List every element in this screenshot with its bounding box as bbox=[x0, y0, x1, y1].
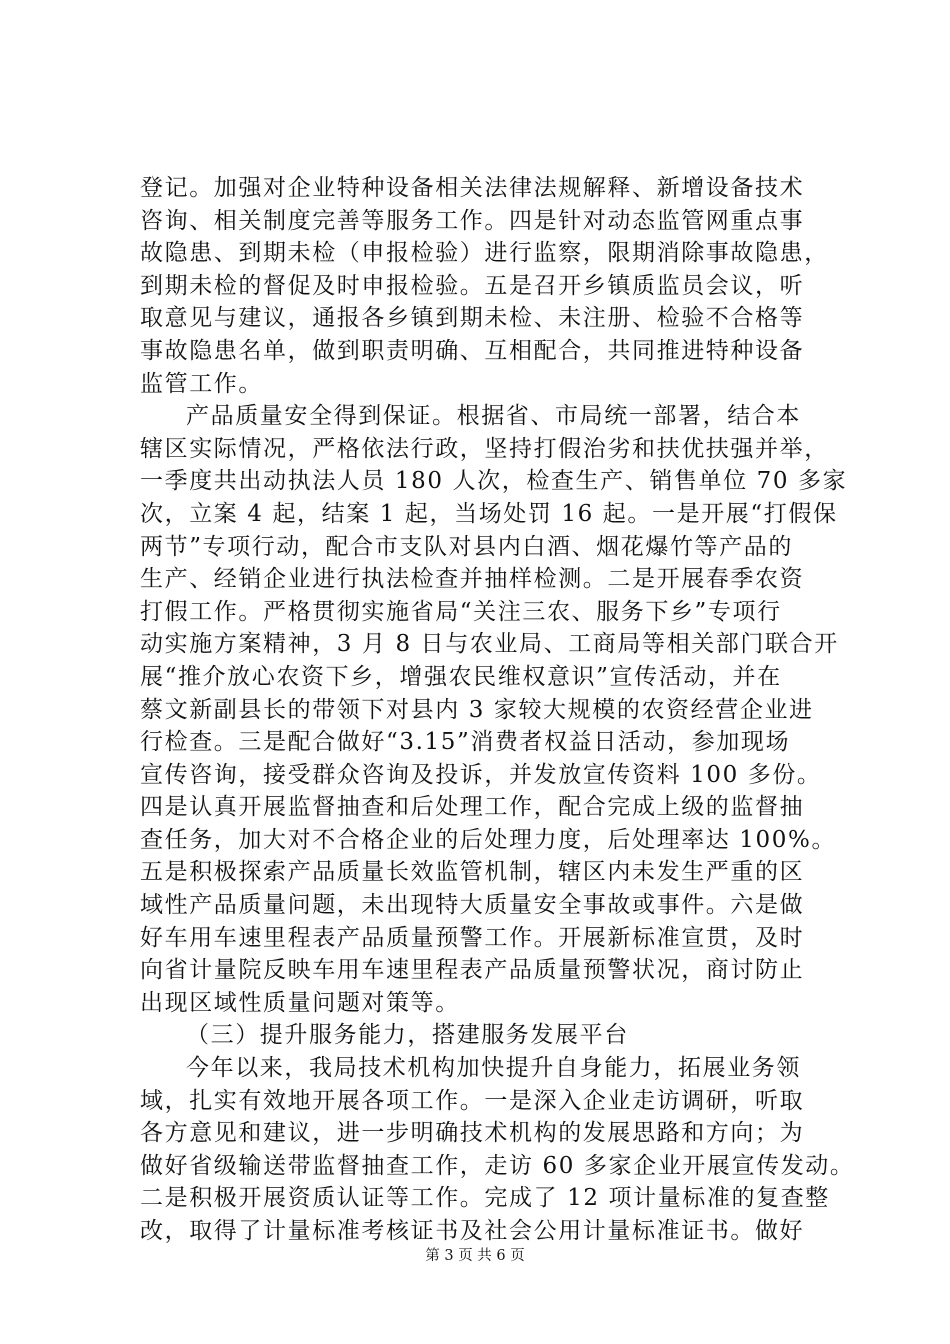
text-line: 两节”专项行动，配合市支队对县内白酒、烟花爆竹等产品的 bbox=[140, 533, 793, 560]
text-line: 宣传咨询，接受群众咨询及投诉，并发放宣传资料 100 多份。 bbox=[140, 761, 822, 788]
paragraph bbox=[140, 172, 828, 400]
text-line: 二是积极开展资质认证等工作。完成了 12 项计量标准的复查整 bbox=[140, 1185, 830, 1212]
text-line: 今年以来，我局技术机构加快提升自身能力，拓展业务领 bbox=[186, 1055, 801, 1082]
text-line: 改，取得了计量标准考核证书及社会公用计量标准证书。做好 bbox=[140, 1218, 805, 1244]
text-line: 监管工作。 bbox=[140, 370, 263, 397]
paragraph bbox=[140, 1052, 855, 1248]
text-line: 生产、经销企业进行执法检查并抽样检测。二是开展春季农资 bbox=[140, 566, 805, 593]
text-line: 行检查。三是配合做好“3.15”消费者权益日活动，参加现场 bbox=[140, 729, 791, 756]
text-line: 查任务，加大对不合格企业的后处理力度，后处理率达 100%。 bbox=[140, 826, 837, 853]
text-line: 一季度共出动执法人员 180 人次，检查生产、销售单位 70 多家 bbox=[140, 468, 848, 495]
text-line: 故隐患、到期未检（申报检验）进行监察，限期消除事故隐患， bbox=[140, 240, 829, 267]
text-line: 次，立案 4 起，结案 1 起，当场处罚 16 起。一是开展“打假保 bbox=[140, 500, 838, 527]
text-line: 向省计量院反映车用车速里程表产品质量预警状况，商讨防止 bbox=[140, 957, 805, 984]
text-line: 产品质量安全得到保证。根据省、市局统一部署，结合本 bbox=[186, 403, 801, 430]
text-line: 做好省级输送带监督抽查工作，走访 60 多家企业开展宣传发动。 bbox=[140, 1152, 855, 1179]
text-line: 好车用车速里程表产品质量预警工作。开展新标准宣贯，及时 bbox=[140, 924, 805, 951]
text-line: 四是认真开展监督抽查和后处理工作，配合完成上级的监督抽 bbox=[140, 794, 805, 821]
text-line: 各方意见和建议，进一步明确技术机构的发展思路和方向；为 bbox=[140, 1120, 805, 1147]
paragraph bbox=[140, 400, 848, 1019]
text-line: 打假工作。严格贯彻实施省局“关注三农、服务下乡”专项行 bbox=[140, 598, 782, 625]
text-line: 事故隐患名单，做到职责明确、互相配合，共同推进特种设备 bbox=[140, 337, 805, 364]
text-line: 域性产品质量问题，未出现特大质量安全事故或事件。六是做 bbox=[140, 892, 805, 919]
text-line: 到期未检的督促及时申报检验。五是召开乡镇质监员会议，听 bbox=[140, 272, 805, 299]
text-line: 出现区域性质量问题对策等。 bbox=[140, 989, 460, 1016]
document-body bbox=[140, 172, 855, 1248]
text-line: 动实施方案精神，3 月 8 日与农业局、工商局等相关部门联合开 bbox=[140, 631, 839, 658]
paragraph bbox=[140, 1019, 828, 1052]
text-line: 五是积极探索产品质量长效监管机制，辖区内未发生严重的区 bbox=[140, 859, 805, 886]
text-line: 取意见与建议，通报各乡镇到期未检、未注册、检验不合格等 bbox=[140, 305, 805, 332]
text-line: （三）提升服务能力，搭建服务发展平台 bbox=[186, 1022, 629, 1049]
text-line: 辖区实际情况，严格依法行政，坚持打假治劣和扶优扶强并举， bbox=[140, 435, 829, 462]
text-line: 展“推介放心农资下乡，增强农民维权意识”宣传活动，并在 bbox=[140, 663, 782, 690]
text-line: 蔡文新副县长的带领下对县内 3 家较大规模的农资经营企业进 bbox=[140, 696, 814, 723]
text-line: 咨询、相关制度完善等服务工作。四是针对动态监管网重点事 bbox=[140, 207, 805, 234]
page-footer: 第 3 页 共 6 页 bbox=[425, 1248, 525, 1264]
text-line: 登记。加强对企业特种设备相关法律法规解释、新增设备技术 bbox=[140, 175, 805, 201]
text-line: 域，扎实有效地开展各项工作。一是深入企业走访调研，听取 bbox=[140, 1087, 805, 1114]
